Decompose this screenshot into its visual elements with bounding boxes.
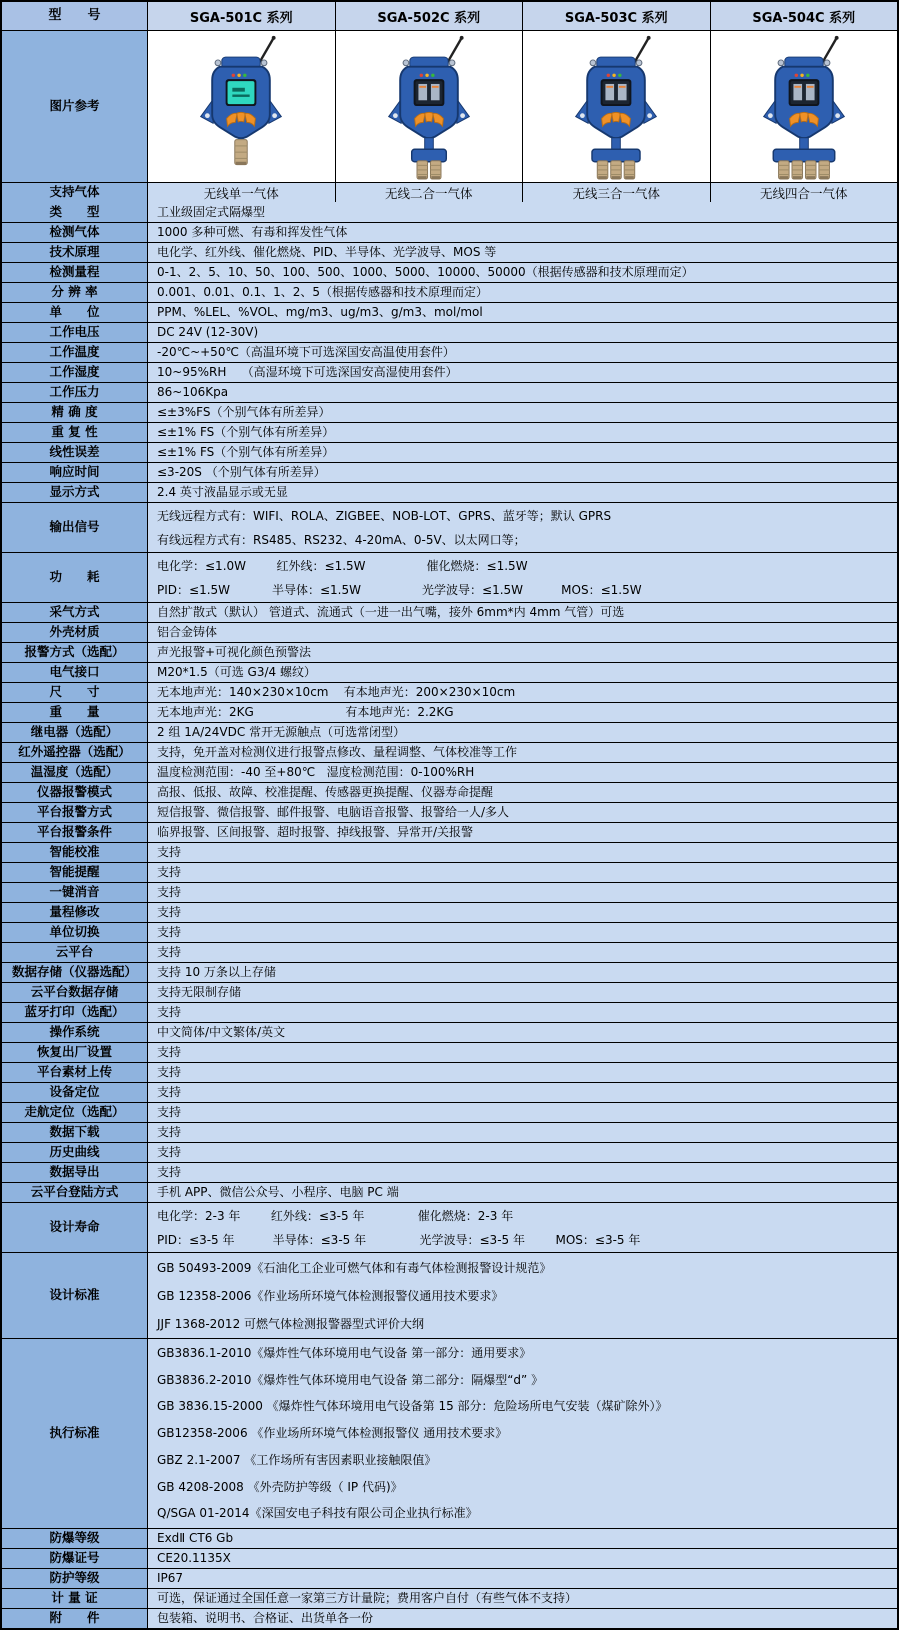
spec-value-line: 1000 多种可燃、有毒和挥发性气体 <box>157 225 348 239</box>
spec-row-value <box>148 243 897 262</box>
antenna-icon <box>447 37 461 62</box>
device-image-cell-4 <box>711 31 898 182</box>
spec-row <box>2 222 897 242</box>
supported-gas-value-4: 无线四合一气体 <box>711 183 898 202</box>
spec-row-label: 线性误差 <box>2 443 148 462</box>
spec-value-line: GB3836.1-2010《爆炸性气体环境用电气设备 第一部分：通用要求》 <box>157 1345 532 1360</box>
spec-value-line: IP67 <box>157 1571 184 1585</box>
spec-value-line: ≤3-20S （个别气体有所差异） <box>157 465 326 479</box>
spec-row-label: 功 耗 <box>2 553 148 602</box>
spec-row-value <box>148 1023 897 1042</box>
spec-row <box>2 202 897 222</box>
spec-row-label: 单位切换 <box>2 923 148 942</box>
spec-value-line: 电化学：≤1.0W 红外线：≤1.5W 催化燃烧：≤1.5W <box>157 558 528 573</box>
spec-row <box>2 802 897 822</box>
spec-row-label: 报警方式（选配） <box>2 643 148 662</box>
spec-row <box>2 1528 897 1548</box>
series-header-sga-504c: SGA-504C 系列 <box>711 2 898 30</box>
spec-row <box>2 682 897 702</box>
spec-row-value <box>148 683 897 702</box>
spec-value-line: 支持 <box>157 945 182 959</box>
spec-row-value <box>148 1103 897 1122</box>
spec-row <box>2 1608 897 1628</box>
spec-row-label: 红外遥控器（选配） <box>2 743 148 762</box>
spec-row-value <box>148 1083 897 1102</box>
spec-row-value <box>148 823 897 842</box>
spec-row-label: 工作湿度 <box>2 363 148 382</box>
spec-row-value <box>148 1163 897 1182</box>
spec-row-value <box>148 202 897 222</box>
spec-row <box>2 862 897 882</box>
spec-row <box>2 262 897 282</box>
spec-row <box>2 882 897 902</box>
spec-value-line: 支持 <box>157 1145 182 1159</box>
spec-row <box>2 922 897 942</box>
spec-row <box>2 1252 897 1338</box>
spec-row <box>2 962 897 982</box>
spec-row-value <box>148 1609 897 1628</box>
spec-row-value <box>148 403 897 422</box>
spec-row-value <box>148 1123 897 1142</box>
spec-row-value <box>148 723 897 742</box>
spec-row-label: 分 辨 率 <box>2 283 148 302</box>
spec-value-line: 手机 APP、微信公众号、小程序、电脑 PC 端 <box>157 1185 399 1199</box>
gas-detector-3-sensors <box>541 34 691 180</box>
spec-row-value <box>148 783 897 802</box>
spec-value-line: 中文简体/中文繁体/英文 <box>157 1025 286 1039</box>
antenna-icon <box>635 37 649 62</box>
spec-value-line: 无本地声光：2KG 有本地声光：2.2KG <box>157 705 454 719</box>
spec-row-label: 附 件 <box>2 1609 148 1628</box>
spec-value-line: PPM、%LEL、%VOL、mg/m3、ug/m3、g/m3、mol/mol <box>157 305 483 319</box>
spec-row-value <box>148 303 897 322</box>
spec-row <box>2 942 897 962</box>
spec-row-label: 温湿度（选配） <box>2 763 148 782</box>
spec-row <box>2 342 897 362</box>
spec-row <box>2 322 897 342</box>
device-image-cell-3 <box>523 31 711 182</box>
spec-row <box>2 1548 897 1568</box>
spec-row <box>2 382 897 402</box>
spec-value-line: 支持 10 万条以上存储 <box>157 965 276 979</box>
spec-row <box>2 1062 897 1082</box>
spec-row-label: 防护等级 <box>2 1569 148 1588</box>
supported-gas-label: 支持气体 <box>2 183 148 202</box>
spec-value-line: 86~106Kpa <box>157 385 229 399</box>
spec-row <box>2 1202 897 1252</box>
spec-value-line: 电化学：2-3 年 红外线：≤3-5 年 催化燃烧：2-3 年 <box>157 1208 514 1223</box>
spec-value-line: 支持 <box>157 1125 182 1139</box>
spec-value-line: GBZ 2.1-2007 《工作场所有害因素职业接触限值》 <box>157 1452 437 1467</box>
spec-row-label: 工作温度 <box>2 343 148 362</box>
spec-row-label: 云平台数据存储 <box>2 983 148 1002</box>
spec-row-value <box>148 743 897 762</box>
spec-row-value <box>148 223 897 242</box>
spec-row-label: 技术原理 <box>2 243 148 262</box>
spec-row <box>2 742 897 762</box>
spec-row-label: 响应时间 <box>2 463 148 482</box>
supported-gas-row <box>2 182 897 202</box>
spec-value-line: 支持 <box>157 1045 182 1059</box>
spec-value-line: 0.001、0.01、0.1、1、2、5（根据传感器和技术原理而定） <box>157 285 489 299</box>
spec-row <box>2 1588 897 1608</box>
spec-row-label: 计 量 证 <box>2 1589 148 1608</box>
spec-row-label: 仪器报警模式 <box>2 783 148 802</box>
spec-row <box>2 642 897 662</box>
supported-gas-value-3: 无线三合一气体 <box>523 183 711 202</box>
spec-row-value <box>148 343 897 362</box>
spec-row-label: 尺 寸 <box>2 683 148 702</box>
spec-value-line: 10~95%RH （高湿环境下可选深国安高湿使用套件） <box>157 365 458 379</box>
spec-row-value <box>148 903 897 922</box>
spec-row <box>2 282 897 302</box>
spec-value-line: 自然扩散式（默认） 管道式、流通式（一进一出气嘴，接外 6mm*内 4mm 气管）可选 <box>157 605 625 619</box>
spec-row <box>2 1002 897 1022</box>
spec-value-line: GB 3836.15-2000 《爆炸性气体环境用电气设备第 15 部分：危险场所电气安装（煤矿除外）》 <box>157 1399 668 1414</box>
spec-row <box>2 622 897 642</box>
spec-row-value <box>148 983 897 1002</box>
spec-row-value <box>148 863 897 882</box>
spec-row-label: 检测量程 <box>2 263 148 282</box>
spec-value-line: GB 50493-2009《石油化工企业可燃气体和有毒气体检测报警设计规范》 <box>157 1260 552 1275</box>
spec-row-value <box>148 1003 897 1022</box>
spec-value-line: 支持 <box>157 885 182 899</box>
spec-value-line: 无线远程方式有：WIFI、ROLA、ZIGBEE、NOB-LOT、GPRS、蓝牙等；默认 GPRS <box>157 508 612 523</box>
spec-value-line: 支持 <box>157 925 182 939</box>
spec-row-label: 精 确 度 <box>2 403 148 422</box>
spec-row-value <box>148 1143 897 1162</box>
series-header-sga-503c: SGA-503C 系列 <box>523 2 711 30</box>
spec-value-line: JJF 1368-2012 可燃气体检测报警器型式评价大纲 <box>157 1316 425 1331</box>
spec-value-line: 高报、低报、故障、校准提醒、传感器更换提醒、仪器寿命提醒 <box>157 785 494 799</box>
spec-row <box>2 662 897 682</box>
spec-row-value <box>148 483 897 502</box>
spec-row-value <box>148 883 897 902</box>
spec-row-label: 蓝牙打印（选配） <box>2 1003 148 1022</box>
spec-value-line: DC 24V (12-30V) <box>157 325 259 339</box>
spec-row-value <box>148 383 897 402</box>
spec-row-value <box>148 553 897 602</box>
spec-value-line: 有线远程方式有：RS485、RS232、4-20mA、0-5V、以太网口等； <box>157 532 526 547</box>
spec-row-value <box>148 943 897 962</box>
spec-row-value <box>148 1253 897 1338</box>
gas-detector-1-sensor <box>166 34 316 180</box>
spec-row-value <box>148 1569 897 1588</box>
spec-row-label: 执行标准 <box>2 1339 148 1528</box>
spec-row-label: 云平台 <box>2 943 148 962</box>
spec-row <box>2 462 897 482</box>
spec-row <box>2 362 897 382</box>
spec-row <box>2 982 897 1002</box>
spec-row-value <box>148 623 897 642</box>
spec-row-value <box>148 443 897 462</box>
spec-value-line: GB3836.2-2010《爆炸性气体环境用电气设备 第二部分：隔爆型“d” 》 <box>157 1372 544 1387</box>
model-header-label: 型 号 <box>2 2 148 30</box>
spec-row-value <box>148 803 897 822</box>
spec-row-value <box>148 703 897 722</box>
spec-row-value <box>148 663 897 682</box>
spec-row-label: 采气方式 <box>2 603 148 622</box>
spec-row <box>2 1142 897 1162</box>
supported-gas-value-2: 无线二合一气体 <box>336 183 524 202</box>
spec-row-label: 历史曲线 <box>2 1143 148 1162</box>
spec-value-line: 0-1、2、5、10、50、100、500、1000、5000、10000、50000（根据传感器和技术原理而定） <box>157 265 694 279</box>
spec-row <box>2 1082 897 1102</box>
spec-row-value <box>148 923 897 942</box>
spec-value-line: GB 12358-2006《作业场所环境气体检测报警仪通用技术要求》 <box>157 1288 504 1303</box>
spec-row-label: 量程修改 <box>2 903 148 922</box>
spec-row <box>2 302 897 322</box>
spec-value-line: ExdⅡ CT6 Gb <box>157 1531 234 1545</box>
spec-row <box>2 602 897 622</box>
spec-row <box>2 422 897 442</box>
spec-row-label: 显示方式 <box>2 483 148 502</box>
spec-value-line: GB 4208-2008 《外壳防护等级（ IP 代码)》 <box>157 1479 403 1494</box>
series-header-sga-501c: SGA-501C 系列 <box>148 2 336 30</box>
spec-row-label: 单 位 <box>2 303 148 322</box>
spec-value-line: 温度检测范围：-40 至+80℃ 湿度检测范围：0-100%RH <box>157 765 475 779</box>
spec-row-value <box>148 603 897 622</box>
spec-row-value <box>148 363 897 382</box>
spec-row <box>2 1182 897 1202</box>
spec-row <box>2 242 897 262</box>
spec-value-line: ≤±1% FS（个别气体有所差异） <box>157 425 335 439</box>
spec-row-value <box>148 463 897 482</box>
spec-row-value <box>148 763 897 782</box>
spec-row <box>2 1102 897 1122</box>
spec-row-value <box>148 1203 897 1252</box>
spec-row-value <box>148 283 897 302</box>
spec-value-line: CE20.1135X <box>157 1551 231 1565</box>
spec-row-label: 云平台登陆方式 <box>2 1183 148 1202</box>
spec-value-line: 支持 <box>157 1005 182 1019</box>
spec-value-line: 支持 <box>157 1065 182 1079</box>
spec-value-line: 包装箱、说明书、合格证、出货单各一份 <box>157 1611 374 1625</box>
spec-table-body <box>2 202 897 1628</box>
spec-row-value <box>148 843 897 862</box>
spec-value-line: M20*1.5（可选 G3/4 螺纹） <box>157 665 316 679</box>
spec-row-label: 智能提醒 <box>2 863 148 882</box>
spec-value-line: 可选，保证通过全国任意一家第三方计量院；费用客户自付（有些气体不支持） <box>157 1591 578 1605</box>
spec-row-label: 一键消音 <box>2 883 148 902</box>
spec-row <box>2 402 897 422</box>
spec-value-line: ≤±1% FS（个别气体有所差异） <box>157 445 335 459</box>
spec-value-line: 铝合金铸体 <box>157 625 218 639</box>
image-reference-row <box>2 30 897 182</box>
spec-row-label: 平台报警方式 <box>2 803 148 822</box>
spec-row <box>2 1338 897 1528</box>
spec-row <box>2 722 897 742</box>
spec-row-label: 设备定位 <box>2 1083 148 1102</box>
spec-row-value <box>148 1183 897 1202</box>
spec-row-label: 数据下载 <box>2 1123 148 1142</box>
spec-row-value <box>148 423 897 442</box>
spec-value-line: 2 组 1A/24VDC 常开无源触点（可选常闭型） <box>157 725 406 739</box>
spec-row-label: 设计寿命 <box>2 1203 148 1252</box>
spec-row <box>2 502 897 552</box>
spec-value-line: 支持 <box>157 865 182 879</box>
spec-row-label: 防爆证号 <box>2 1549 148 1568</box>
spec-row-label: 电气接口 <box>2 663 148 682</box>
spec-value-line: 2.4 英寸液晶显示或无显 <box>157 485 288 499</box>
antenna-icon <box>822 37 836 62</box>
spec-row-label: 平台素材上传 <box>2 1063 148 1082</box>
gas-detector-2-sensors <box>354 34 504 180</box>
spec-row <box>2 1122 897 1142</box>
spec-row <box>2 1568 897 1588</box>
spec-value-line: 支持，免开盖对检测仪进行报警点修改、量程调整、气体校准等工作 <box>157 745 518 759</box>
spec-row <box>2 702 897 722</box>
spec-row <box>2 902 897 922</box>
spec-row <box>2 442 897 462</box>
spec-value-line: 无本地声光：140×230×10cm 有本地声光：200×230×10cm <box>157 685 516 699</box>
spec-value-line: PID：≤3-5 年 半导体：≤3-5 年 光学波导：≤3-5 年 MOS：≤3-5 年 <box>157 1232 641 1247</box>
spec-value-line: 支持 <box>157 845 182 859</box>
spec-value-line: PID：≤1.5W 半导体：≤1.5W 光学波导：≤1.5W MOS：≤1.5W <box>157 582 642 597</box>
spec-row-label: 数据导出 <box>2 1163 148 1182</box>
device-screen <box>228 81 255 104</box>
spec-row-value <box>148 1063 897 1082</box>
antenna-icon <box>260 37 274 62</box>
gas-detector-4-sensors <box>729 34 879 180</box>
spec-value-line: 声光报警+可视化颜色预警法 <box>157 645 312 659</box>
model-header-row <box>2 2 897 30</box>
spec-row-label: 防爆等级 <box>2 1529 148 1548</box>
spec-row-label: 操作系统 <box>2 1023 148 1042</box>
spec-value-line: 支持无限制存储 <box>157 985 242 999</box>
spec-row-label: 重 复 性 <box>2 423 148 442</box>
spec-value-line: 短信报警、微信报警、邮件报警、电脑语音报警、报警给一人/多人 <box>157 805 510 819</box>
spec-value-line: 支持 <box>157 1085 182 1099</box>
spec-row-value <box>148 1549 897 1568</box>
spec-row-value <box>148 1339 897 1528</box>
spec-value-line: 支持 <box>157 1165 182 1179</box>
image-row-label: 图片参考 <box>2 31 148 182</box>
series-header-sga-502c: SGA-502C 系列 <box>336 2 524 30</box>
spec-row-label: 输出信号 <box>2 503 148 552</box>
device-image-cell-1 <box>148 31 336 182</box>
spec-row-label: 智能校准 <box>2 843 148 862</box>
spec-row-value <box>148 1529 897 1548</box>
spec-row <box>2 1042 897 1062</box>
spec-value-line: 支持 <box>157 1105 182 1119</box>
spec-row <box>2 782 897 802</box>
spec-row <box>2 822 897 842</box>
spec-row-value <box>148 323 897 342</box>
spec-value-line: -20℃~+50℃（高温环境下可选深国安高温使用套件） <box>157 345 455 359</box>
spec-value-line: GB12358-2006 《作业场所环境气体检测报警仪 通用技术要求》 <box>157 1426 508 1441</box>
spec-row-value <box>148 963 897 982</box>
spec-row-label: 重 量 <box>2 703 148 722</box>
spec-row <box>2 762 897 782</box>
spec-row-label: 恢复出厂设置 <box>2 1043 148 1062</box>
spec-row <box>2 842 897 862</box>
device-image-cell-2 <box>336 31 524 182</box>
spec-value-line: 临界报警、区间报警、超时报警、掉线报警、异常开/关报警 <box>157 825 474 839</box>
spec-row-label: 类 型 <box>2 202 148 222</box>
spec-row-label: 外壳材质 <box>2 623 148 642</box>
spec-value-line: 工业级固定式隔爆型 <box>157 204 266 219</box>
spec-row-value <box>148 503 897 552</box>
spec-row-value <box>148 643 897 662</box>
spec-row-label: 工作压力 <box>2 383 148 402</box>
spec-row-value <box>148 1589 897 1608</box>
spec-value-line: 电化学、红外线、催化燃烧、PID、半导体、光学波导、MOS 等 <box>157 245 497 259</box>
spec-row-label: 检测气体 <box>2 223 148 242</box>
spec-row-label: 继电器（选配） <box>2 723 148 742</box>
spec-row-label: 数据存储（仪器选配） <box>2 963 148 982</box>
spec-value-line: Q/SGA 01-2014《深国安电子科技有限公司企业执行标准》 <box>157 1506 478 1521</box>
spec-value-line: ≤±3%FS（个别气体有所差异） <box>157 405 331 419</box>
spec-row-label: 设计标准 <box>2 1253 148 1338</box>
spec-row-label: 工作电压 <box>2 323 148 342</box>
spec-row <box>2 1162 897 1182</box>
spec-row-label: 平台报警条件 <box>2 823 148 842</box>
spec-value-line: 支持 <box>157 905 182 919</box>
spec-row-label: 走航定位（选配） <box>2 1103 148 1122</box>
spec-row <box>2 552 897 602</box>
spec-row <box>2 1022 897 1042</box>
supported-gas-value-1: 无线单一气体 <box>148 183 336 202</box>
spec-row-value <box>148 263 897 282</box>
spec-row <box>2 482 897 502</box>
spec-row-value <box>148 1043 897 1062</box>
